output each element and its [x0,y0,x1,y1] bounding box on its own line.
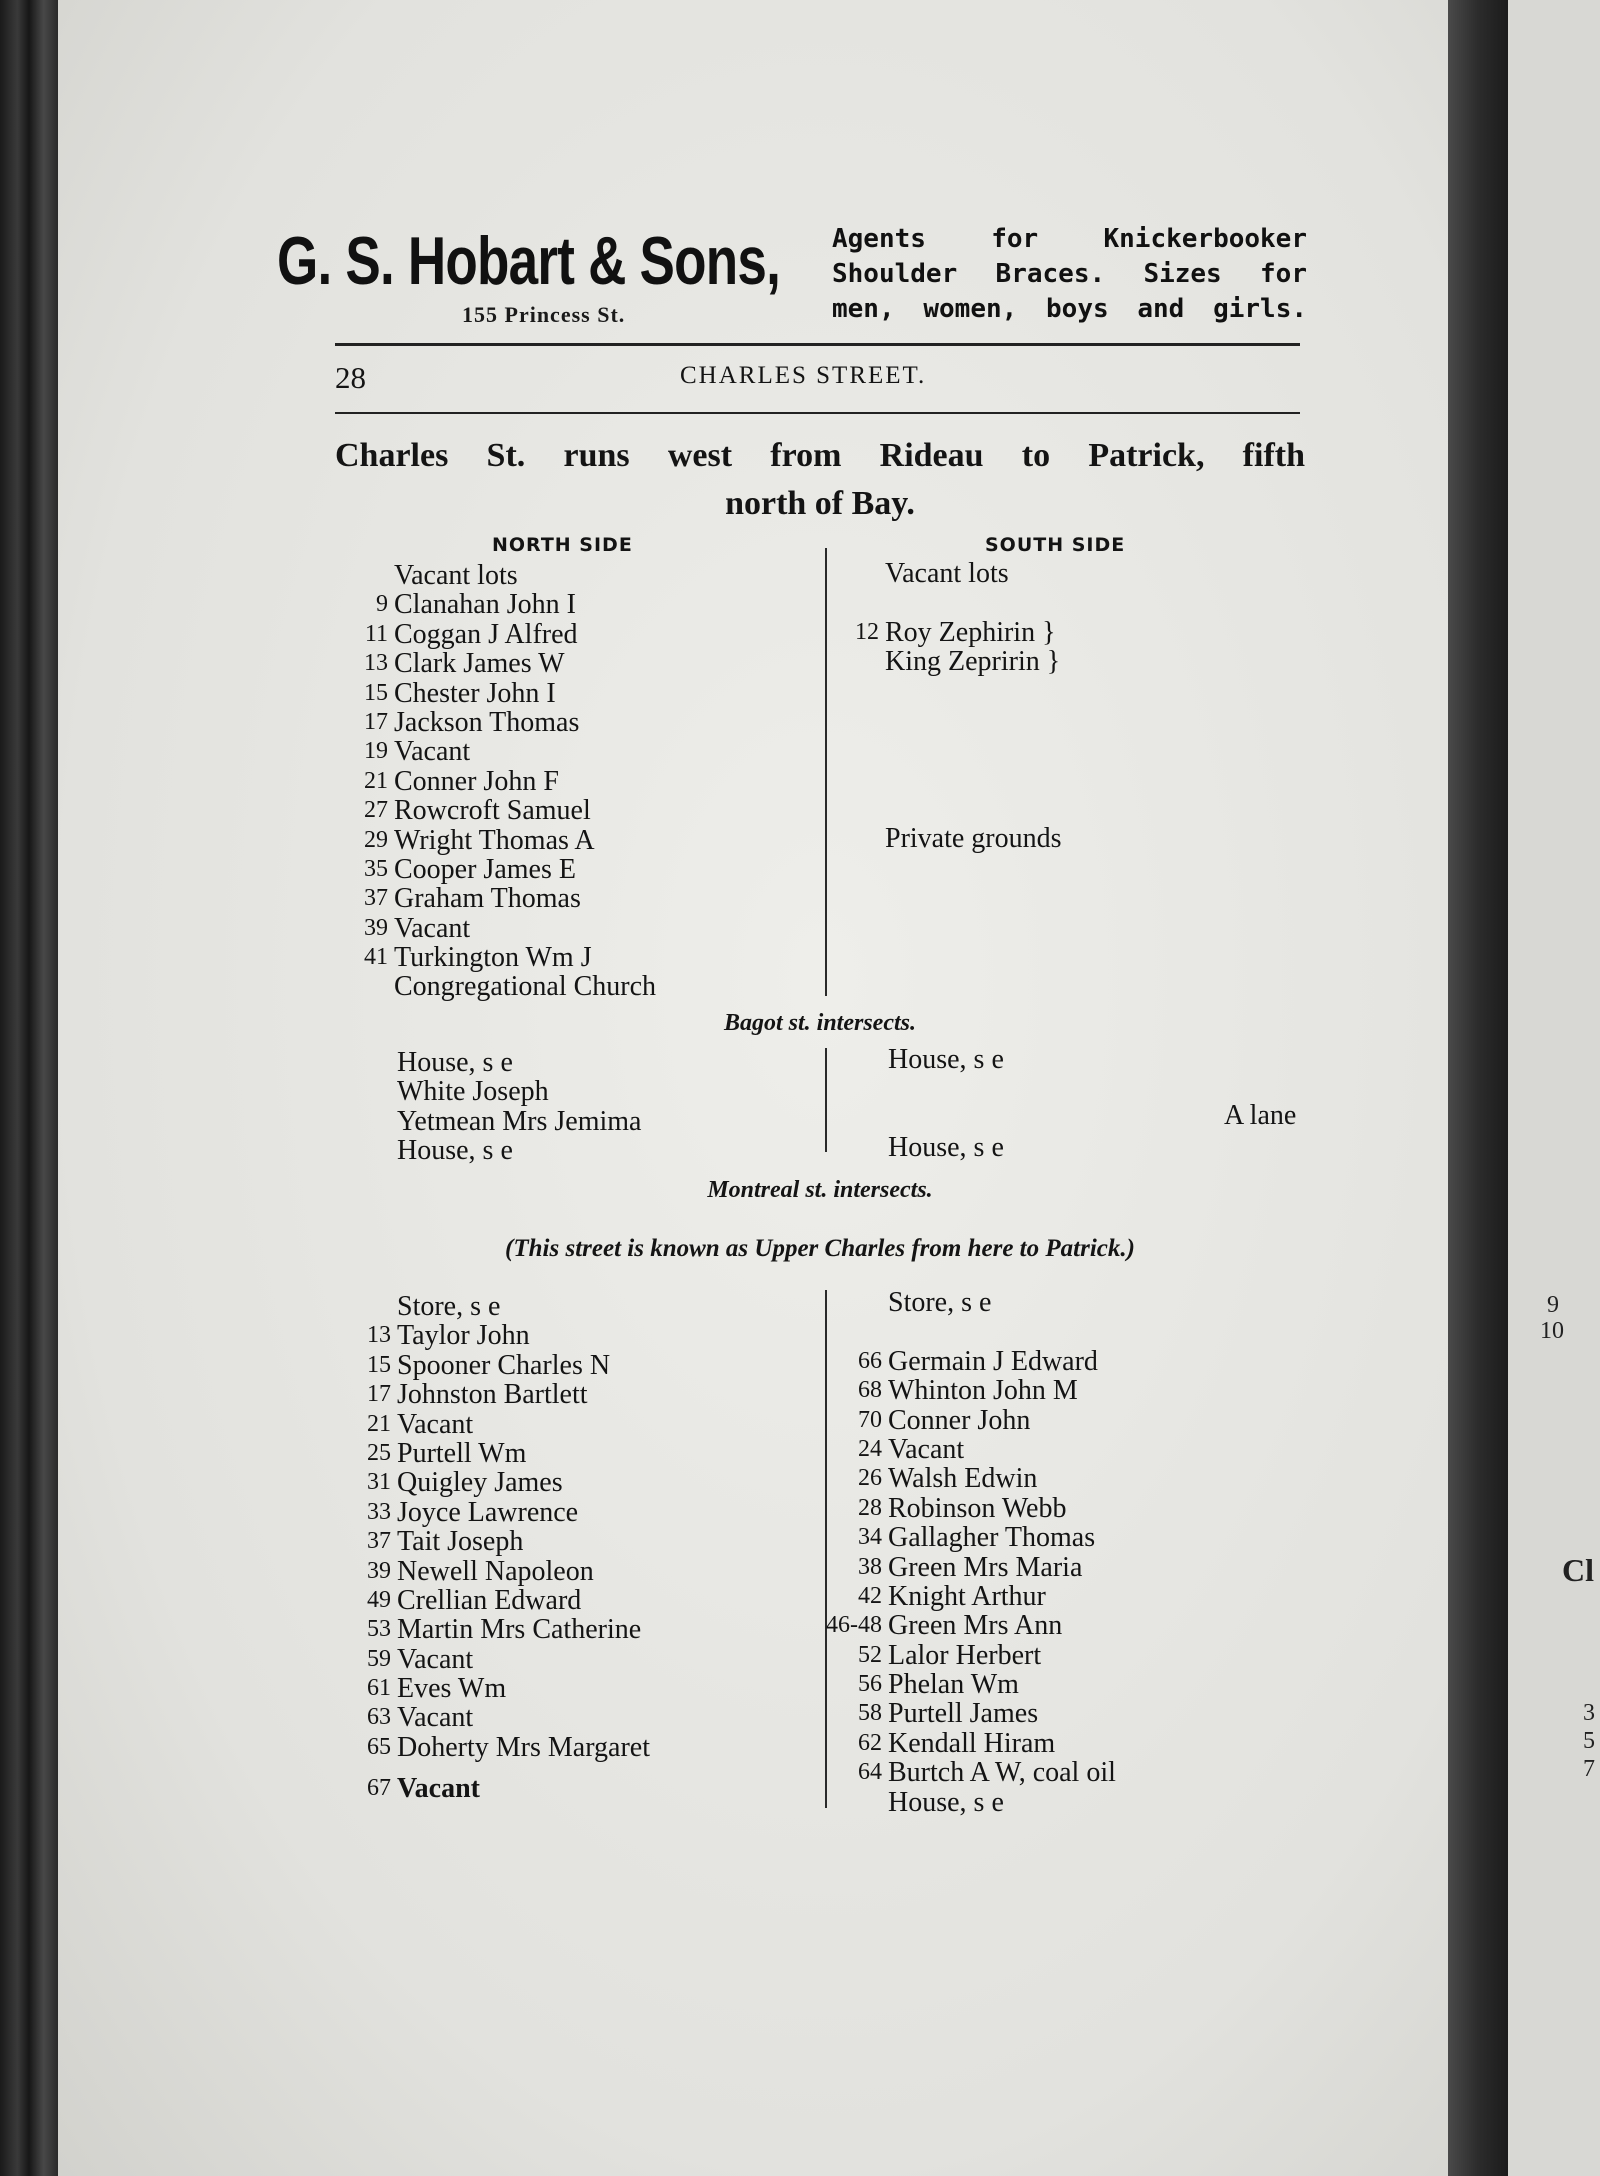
directory-entry [394,561,656,590]
ad-line: Agents for Knickerbooker [832,224,1307,254]
directory-entry [858,1757,1116,1789]
directory-entry: Yetmean Mrs Jemima [397,1105,642,1137]
directory-entry [364,912,656,944]
house-number: 34 [858,1524,882,1551]
resident-name: Store, s e [397,1291,501,1322]
directory-entry [858,1669,1116,1701]
directory-entry [364,706,656,738]
house-number: 9 [376,591,388,618]
directory-entry [858,1492,1116,1524]
house-number: 21 [364,767,388,794]
header-rule [335,343,1300,346]
resident-name: Store, s e [888,1287,992,1318]
resident-name: Roy Zephirin } [885,616,1056,648]
directory-entry [885,647,1062,676]
house-number: 13 [364,650,388,677]
directory-entry [367,1702,650,1734]
house-number: 49 [367,1586,391,1613]
house-number: 68 [858,1377,882,1404]
house-number: 63 [367,1704,391,1731]
book-spine [0,0,58,2176]
directory-entry [858,1551,1116,1583]
resident-name: House, s e [888,1786,1004,1818]
directory-entry [888,1317,1116,1346]
house-number: 17 [364,708,388,735]
resident-name: Martin Mrs Catherine [397,1614,642,1646]
directory-entry [367,1643,650,1675]
resident-name: Kendall Hiram [888,1727,1056,1759]
directory-entry [858,1433,1116,1465]
resident-name: Whinton John M [888,1375,1078,1407]
directory-entry [885,677,1062,706]
south-side-list [826,1287,1116,1818]
directory-entry [885,765,1062,794]
resident-name: Quigley James [397,1467,563,1499]
house-number: 35 [364,855,388,882]
directory-entry: House, s e [888,1044,1004,1075]
house-number: 41 [364,944,388,971]
house-number: 31 [367,1469,391,1496]
street-description [335,432,1305,528]
spacer [367,1762,650,1810]
running-head-rule [335,412,1300,414]
resident-name: Conner John [888,1404,1031,1436]
resident-name: Eves Wm [397,1673,507,1705]
street-name-note: (This street is known as Upper Charles from here to Patrick.) [505,1235,1135,1262]
resident-name: Congregational Church [394,971,657,1003]
directory-entry [364,883,656,915]
resident-name: Vacant [888,1433,965,1465]
directory-entry [364,648,656,680]
side-note: A lane [1224,1100,1297,1131]
directory-entry [367,1584,650,1616]
house-number: 13 [367,1322,391,1349]
north-side-list [397,1048,641,1166]
column-divider [825,548,827,996]
directory-entry [394,972,656,1001]
house-number: 25 [367,1439,391,1466]
street-description-line: Charles St. runs west from Rideau to Patrick, fifth [335,437,1305,474]
resident-name: Taylor John [397,1320,530,1352]
resident-name: Purtell Wm [397,1437,527,1469]
advertisement-text [832,222,1307,327]
intersection-note: Bagot st. intersects. [723,1010,916,1036]
house-number: 53 [367,1616,391,1643]
house-number: 26 [858,1465,882,1492]
directory-entry [858,1727,1116,1759]
directory-entry [888,1074,1004,1103]
resident-name: Vacant [397,1408,474,1440]
house-number: 37 [367,1528,391,1555]
column-divider [825,1290,827,1808]
adjacent-fragment: 9 [1547,1292,1559,1318]
resident-name: Turkington Wm J [394,942,592,974]
directory-entry: House, s e [397,1135,513,1167]
directory-entry [364,795,656,827]
resident-name: Conner John F [394,765,559,797]
directory-entry [367,1555,650,1587]
house-number: 37 [364,885,388,912]
resident-name: Coggan J Alfred [394,618,578,650]
directory-entry [885,559,1062,588]
street-description-line: north of Bay. [725,485,915,522]
directory-entry: House, s e [888,1132,1004,1164]
resident-name: Vacant [394,736,471,768]
directory-entry [367,1408,650,1440]
resident-name: Private grounds [885,822,1062,854]
directory-entry: White Joseph [397,1076,549,1108]
directory-entry [367,1467,650,1499]
directory-entry [364,677,656,709]
directory-entry [364,853,656,885]
resident-name: Doherty Mrs Margaret [397,1731,650,1763]
resident-name: Walsh Edwin [888,1463,1038,1495]
resident-name: Jackson Thomas [394,706,580,738]
house-number: 12 [855,618,879,645]
resident-name: Vacant lots [394,560,518,591]
directory-entry [858,1522,1116,1554]
directory-entry [367,1320,650,1352]
directory-entry [888,1788,1116,1817]
directory-entry: House, s e [397,1047,513,1078]
ad-line: Shoulder Braces. Sizes for [832,259,1307,289]
house-number: 42 [858,1582,882,1609]
directory-entry [858,1580,1116,1612]
adjacent-fragment: 3 [1583,1700,1595,1726]
resident-name: Rowcroft Samuel [394,795,591,827]
adjacent-fragment: 5 [1583,1728,1595,1754]
directory-entry [364,618,656,650]
house-number: 15 [364,679,388,706]
directory-entry [364,942,656,974]
resident-name: Tait Joseph [397,1526,524,1558]
resident-name: Cooper James E [394,853,576,885]
resident-name: Gallagher Thomas [888,1522,1096,1554]
house-number: 19 [364,738,388,765]
resident-name: Spooner Charles N [397,1349,611,1381]
south-side-list [855,558,1062,854]
house-number: 28 [858,1494,882,1521]
directory-entry [858,1404,1116,1436]
resident-name: Joyce Lawrence [397,1496,579,1528]
house-number: 62 [858,1729,882,1756]
south-side-heading: SOUTH SIDE [985,534,1126,556]
resident-name: Graham Thomas [394,883,581,915]
house-number: 39 [364,914,388,941]
directory-entry [367,1496,650,1528]
resident-name: Vacant [397,1643,474,1675]
house-number: 39 [367,1557,391,1584]
house-number: 38 [858,1553,882,1580]
house-number: 64 [858,1759,882,1786]
directory-entry [885,824,1062,853]
directory-entry [826,1610,1116,1642]
north-side-heading: NORTH SIDE [492,534,633,556]
house-number: 66 [858,1347,882,1374]
resident-name: Crellian Edward [397,1584,582,1616]
running-head: CHARLES STREET. [680,362,927,389]
directory-entry [364,824,656,856]
directory-entry [855,616,1062,648]
house-number: 33 [367,1498,391,1525]
adjacent-fragment: 7 [1583,1756,1595,1782]
directory-entry [397,1292,650,1321]
directory-entry [885,588,1062,617]
resident-name: Robinson Webb [888,1492,1067,1524]
directory-entry [885,735,1062,764]
directory-entry [367,1526,650,1558]
house-number: 61 [367,1675,391,1702]
resident-name: King Zepririn } [885,646,1061,678]
house-number: 15 [367,1351,391,1378]
directory-entry [367,1349,650,1381]
resident-name: Wright Thomas A [394,824,595,856]
house-number: 46-48 [826,1612,882,1639]
advertiser-name: G. S. Hobart & Sons, [277,223,781,299]
adjacent-fragment: 10 [1540,1318,1564,1344]
resident-name: Phelan Wm [888,1669,1019,1701]
directory-entry [367,1379,650,1411]
page-edge [1448,0,1508,2176]
directory-entry [858,1639,1116,1671]
directory-entry [888,1288,1116,1317]
north-side-list [367,1291,650,1810]
directory-entry [367,1437,650,1469]
house-number: 52 [858,1641,882,1668]
house-number: 24 [858,1435,882,1462]
house-number: 17 [367,1381,391,1408]
resident-name: Purtell James [888,1698,1039,1730]
house-number: 21 [367,1410,391,1437]
page-number: 28 [335,360,366,395]
advertiser-address: 155 Princess St. [462,302,626,327]
house-number: 59 [367,1645,391,1672]
directory-entry [885,706,1062,735]
directory-entry [858,1345,1116,1377]
house-number: 29 [364,826,388,853]
house-number: 65 [367,1733,391,1760]
directory-entry [364,736,656,768]
directory-entry [858,1375,1116,1407]
resident-name: Chester John I [394,677,556,709]
resident-name: Vacant lots [885,558,1009,589]
resident-name: Knight Arthur [888,1580,1046,1612]
directory-entry [885,794,1062,823]
resident-name: Vacant [397,1773,480,1805]
house-number: 58 [858,1700,882,1727]
directory-entry [858,1698,1116,1730]
directory-entry [367,1731,650,1763]
house-number: 70 [858,1406,882,1433]
north-side-list [364,560,657,1003]
resident-name: Green Mrs Maria [888,1551,1083,1583]
south-side-list [888,1045,1004,1163]
resident-name: Clark James W [394,648,565,680]
directory-entry [858,1463,1116,1495]
directory-entry [364,765,656,797]
resident-name: Clanahan John I [394,589,576,621]
house-number: 67 [367,1775,391,1802]
ad-line: men, women, boys and girls. [832,294,1307,324]
resident-name: Burtch A W, coal oil [888,1757,1116,1789]
house-number: 27 [364,797,388,824]
resident-name: Lalor Herbert [888,1639,1042,1671]
resident-name: Johnston Bartlett [397,1379,588,1411]
house-number: 56 [858,1671,882,1698]
directory-entry [376,589,656,621]
adjacent-fragment: Cl [1562,1552,1594,1588]
house-number: 11 [364,620,388,647]
adjacent-page [1508,0,1600,2176]
intersection-note: Montreal st. intersects. [707,1177,933,1203]
resident-name: Vacant [397,1702,474,1734]
directory-entry [888,1104,1004,1133]
column-divider [825,1048,827,1152]
resident-name: Green Mrs Ann [888,1610,1063,1642]
directory-entry [367,1614,650,1646]
resident-name: Germain J Edward [888,1345,1098,1377]
directory-entry [367,1673,650,1705]
resident-name: Vacant [394,912,471,944]
resident-name: Newell Napoleon [397,1555,594,1587]
